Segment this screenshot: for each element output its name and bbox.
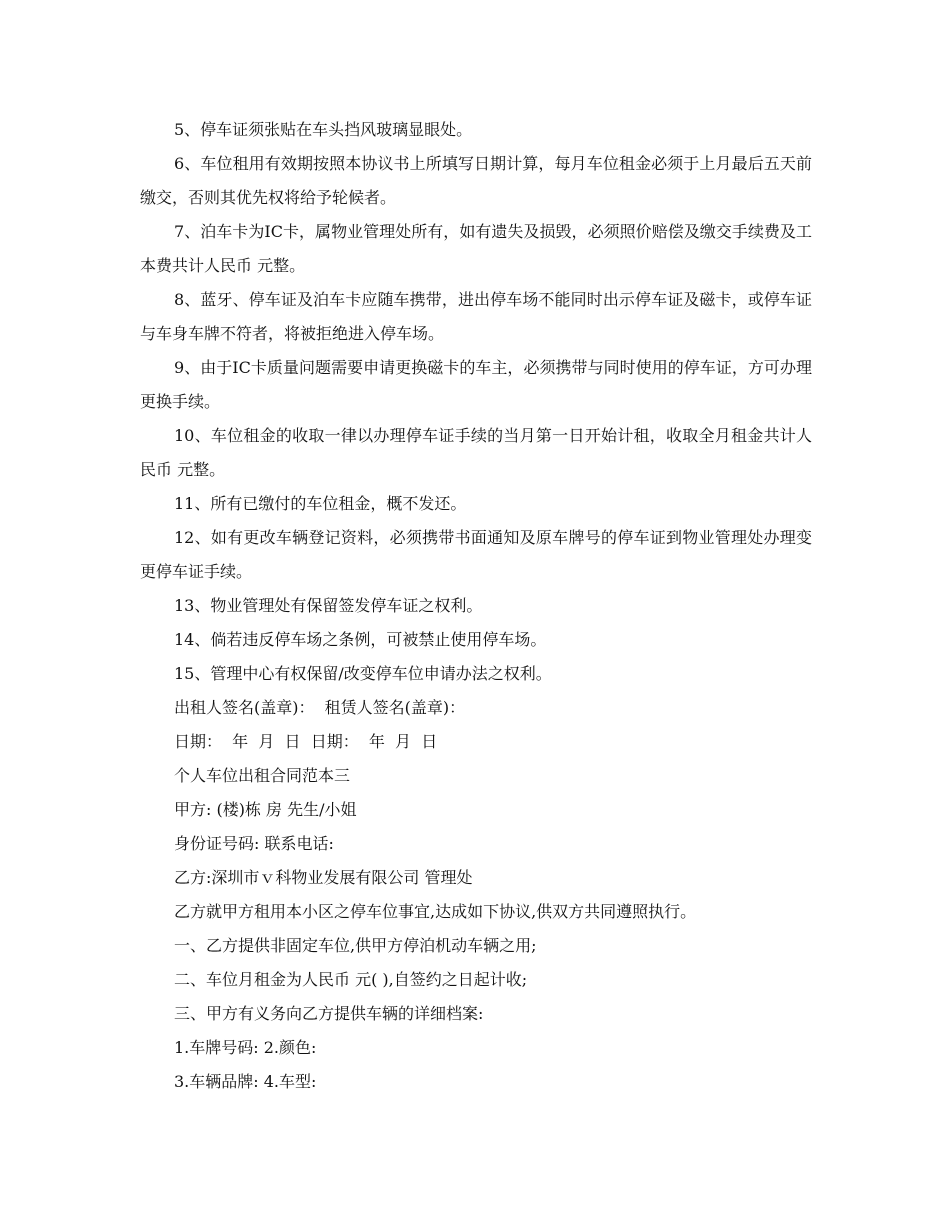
clause-14: 14、倘若违反停车场之条例，可被禁止使用停车场。 [174,630,547,649]
clause-6: 6、车位租用有效期按照本协议书上所填写日期计算，每月车位租金必须于上月最后五天前缴交，否则其优先权将给予轮候者。 [140,154,812,207]
clause-9: 9、由于IC卡质量问题需要申请更换磁卡的车主，必须携带与同时使用的停车证，方可办理更换手续。 [140,358,812,411]
document-body [140,113,812,1099]
agreement-intro: 乙方就甲方租用本小区之停车位事宜,达成如下协议,供双方共同遵照执行。 [174,902,697,921]
clause-12: 12、如有更改车辆登记资料，必须携带书面通知及原车牌号的停车证到物业管理处办理变更停车证手续。 [140,528,812,581]
term-2: 二、车位月租金为人民币 元( ),自签约之日起计收; [174,970,528,989]
section-title: 个人车位出租合同范本三 [174,766,351,785]
vehicle-field-2: 3.车辆品牌: 4.车型: [174,1072,317,1091]
clause-15: 15、管理中心有权保留/改变停车位申请办法之权利。 [174,664,552,683]
date-line: 日期： 年 月 日 日期： 年 月 日 [174,732,438,751]
clause-11: 11、所有已缴付的车位租金，概不发还。 [174,494,467,513]
signature-line: 出租人签名(盖章)： 租赁人签名(盖章)： [174,698,466,717]
clause-8: 8、蓝牙、停车证及泊车卡应随车携带，进出停车场不能同时出示停车证及磁卡，或停车证与车身车牌不符者，将被拒绝进入停车场。 [140,290,812,343]
id-phone-line: 身份证号码: 联系电话: [174,834,334,853]
term-3: 三、甲方有义务向乙方提供车辆的详细档案: [174,1004,484,1023]
clause-13: 13、物业管理处有保留签发停车证之权利。 [174,596,483,615]
vehicle-field-1: 1.车牌号码: 2.颜色: [174,1038,317,1057]
party-b-line: 乙方:深圳市ｖ科物业发展有限公司 管理处 [174,868,473,887]
clause-10: 10、车位租金的收取一律以办理停车证手续的当月第一日开始计租，收取全月租金共计人民币 元整。 [140,426,812,479]
party-a-line: 甲方: (楼)栋 房 先生/小姐 [174,800,357,819]
clause-7: 7、泊车卡为IC卡，属物业管理处所有，如有遗失及损毁，必须照价赔偿及缴交手续费及工本费共计人民币 元整。 [140,222,812,275]
clause-5: 5、停车证须张贴在车头挡风玻璃显眼处。 [174,120,473,139]
term-1: 一、乙方提供非固定车位,供甲方停泊机动车辆之用; [174,936,537,955]
